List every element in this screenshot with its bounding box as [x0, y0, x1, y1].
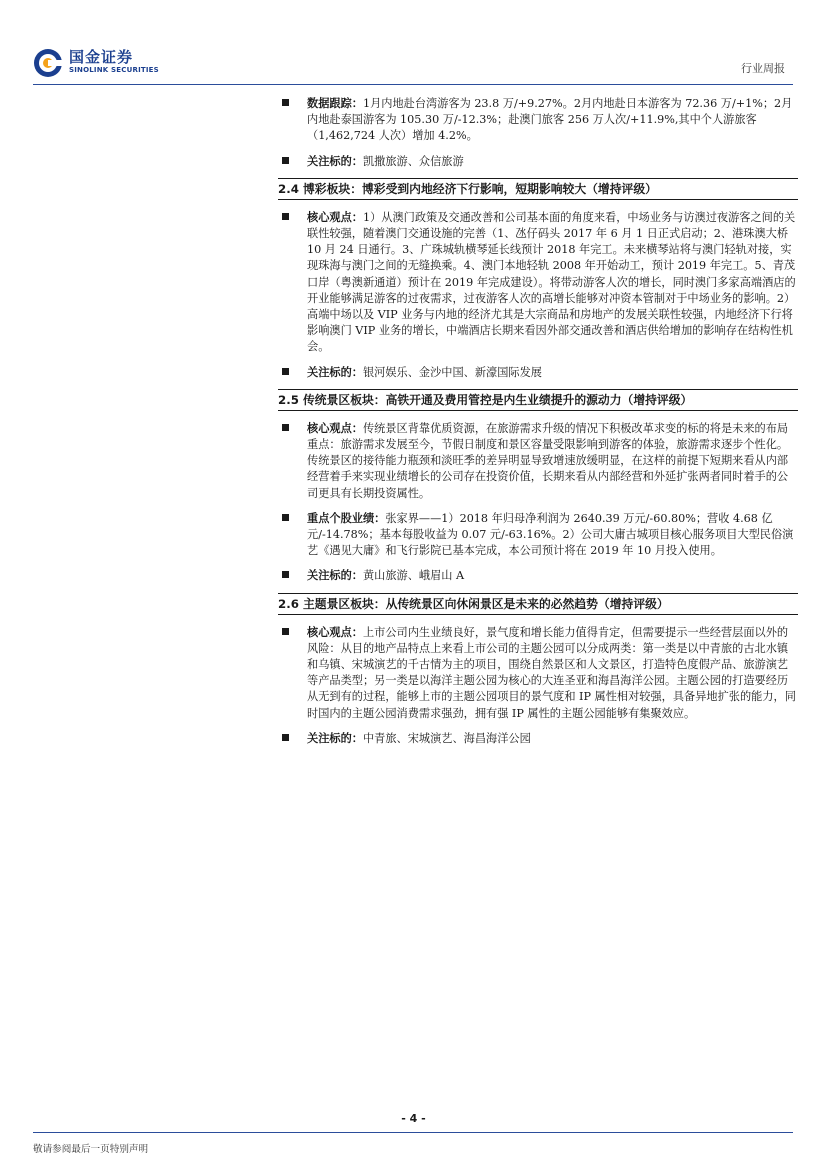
bullet-item [278, 730, 798, 747]
report-type-label: 行业周报 [741, 62, 785, 75]
bullet-text: 凯撒旅游、众信旅游 [362, 154, 464, 168]
bullet-text: 传统景区背靠优质资源，在旅游需求升级的情况下积极改革求变的标的将是未来的布局重点：旅游需求发展至今，节假日制度和景区容量受限影响到游客的体验，旅游需求逐步个性化。传统景区的接待能力瓶颈和淡旺季的差异明显导致增速放缓明显，在这样的前提下短期来看从内部经营着手来实现业绩增长的公司存在投资价值，长期来看从内部经营和外延扩张两者同时着手的公司更具有长期投资属性。 [307, 421, 789, 500]
bullet-label: 核心观点： [307, 624, 363, 639]
bullet-label: 核心观点： [307, 420, 363, 435]
page-header [33, 44, 793, 84]
bullet-label: 关注标的： [307, 730, 363, 745]
bullet-item [278, 510, 798, 560]
square-bullet-icon [282, 99, 289, 106]
square-bullet-icon [282, 213, 289, 220]
company-name-cn: 国金证券 [69, 48, 134, 66]
bullet-item [278, 153, 798, 170]
square-bullet-icon [282, 514, 289, 521]
bullet-label: 关注标的： [307, 153, 363, 168]
bullet-label: 数据跟踪： [307, 96, 363, 110]
page-number: - 4 - [401, 1112, 426, 1125]
bullet-text: 1）从澳门政策及交通改善和公司基本面的角度来看，中场业务与访澳过夜游客之间的关联性较强，随着澳门交通设施的完善（1、氹仔码头 2017 年 6 月 1 日正式启动；2、港珠澳大桥 10 月 24 日通行。3、广珠城轨横琴延长线预计 2018 年完工。未来横琴站将与澳门轻轨对接，实现珠海与澳门之间的无缝换乘。4、澳门本地轻轨 2008 年开始动工，预计 2019 年完工。5、青茂口岸（粤澳新通道）预计在 2019 年完成建设）。将带动游客人次的增长，同时澳门多家高端酒店的开业能够满足游客的过夜需求，过夜游客人次的高增长能够对冲资本管制对于中场业务的影响。2）高端中场以及 VIP 业务与内地的经济尤其是大宗商品和房地产的发展关联性较强，内地经济下行将影响澳门 VIP 业务的增长，中端酒店长期来看因外部交通改善和酒店供给增加的影响存在结构性机会。 [307, 210, 796, 354]
bullet-item [278, 95, 798, 145]
disclaimer-text: 敬请参阅最后一页特别声明 [33, 1144, 149, 1155]
bullet-label: 关注标的： [307, 568, 363, 583]
square-bullet-icon [282, 628, 289, 635]
bullet-item [278, 624, 798, 722]
bullet-label: 重点个股业绩： [307, 510, 386, 525]
section-heading: 2.5 传统景区板块：高铁开通及费用管控是内生业绩提升的源动力（增持评级） [278, 389, 798, 411]
section-heading: 2.6 主题景区板块：从传统景区向休闲景区是未来的必然趋势（增持评级） [278, 593, 798, 615]
bullet-item [278, 420, 798, 502]
section-heading: 2.4 博彩板块：博彩受到内地经济下行影响，短期影响较大（增持评级） [278, 178, 798, 200]
bullet-text: 黄山旅游、峨眉山 A [362, 569, 465, 583]
bullet-label: 关注标的： [307, 364, 363, 379]
square-bullet-icon [282, 571, 289, 578]
square-bullet-icon [282, 424, 289, 431]
header-divider [33, 84, 793, 85]
bullet-text: 1月内地赴台湾游客为 23.8 万/+9.27%。2月内地赴日本游客为 72.36 万/+1%；2月内地赴泰国游客为 105.30 万/-12.3%；赴澳门旅客 256 万人次/+11.9%,其中个人游旅客（1,462,724 人次）增加 4.2%。 [307, 97, 793, 143]
company-name-en: SINOLINK SECURITIES [69, 66, 159, 74]
bullet-item [278, 364, 798, 381]
bullet-label: 核心观点： [307, 209, 363, 224]
bullet-text: 中青旅、宋城演艺、海昌海洋公园 [362, 731, 531, 745]
bullet-text: 银河娱乐、金沙中国、新濠国际发展 [362, 365, 542, 379]
square-bullet-icon [282, 157, 289, 164]
square-bullet-icon [282, 734, 289, 741]
bullet-item [278, 567, 798, 584]
company-logo-icon [33, 48, 63, 78]
bullet-text: 张家界——1）2018 年归母净利润为 2640.39 万元/-60.80%；营收 4.68 亿元/-14.78%；基本每股收益为 0.07 元/-63.16%。2）公司大庸古城项目核心服务项目大型民俗演艺《遇见大庸》和飞行影院已基本完成，本公司预计将在 2019 年 10 月投入使用。 [307, 511, 794, 558]
bullet-item [278, 209, 798, 356]
bullet-text: 上市公司内生业绩良好，景气度和增长能力值得肯定，但需要提示一些经营层面以外的风险：从目的地产品特点上来看上市公司的主题公园可以分成两类：第一类是以中青旅的古北水镇和乌镇、宋城演艺的千古情为主的项目，围绕自然景区和人文景区，打造特色度假产品、旅游演艺等产品类型；另一类是以海洋主题公园为核心的大连圣亚和海昌海洋公园。主题公园的打造要经历从无到有的过程，能够上市的主题公园项目的景气度和 IP 属性相对较强，具备异地扩张的能力，同时国内的主题公园消费需求强劲，拥有强 IP 属性的主题公园能够有集聚效应。 [307, 625, 796, 720]
report-body [278, 95, 798, 755]
square-bullet-icon [282, 368, 289, 375]
footer-divider [33, 1132, 793, 1133]
